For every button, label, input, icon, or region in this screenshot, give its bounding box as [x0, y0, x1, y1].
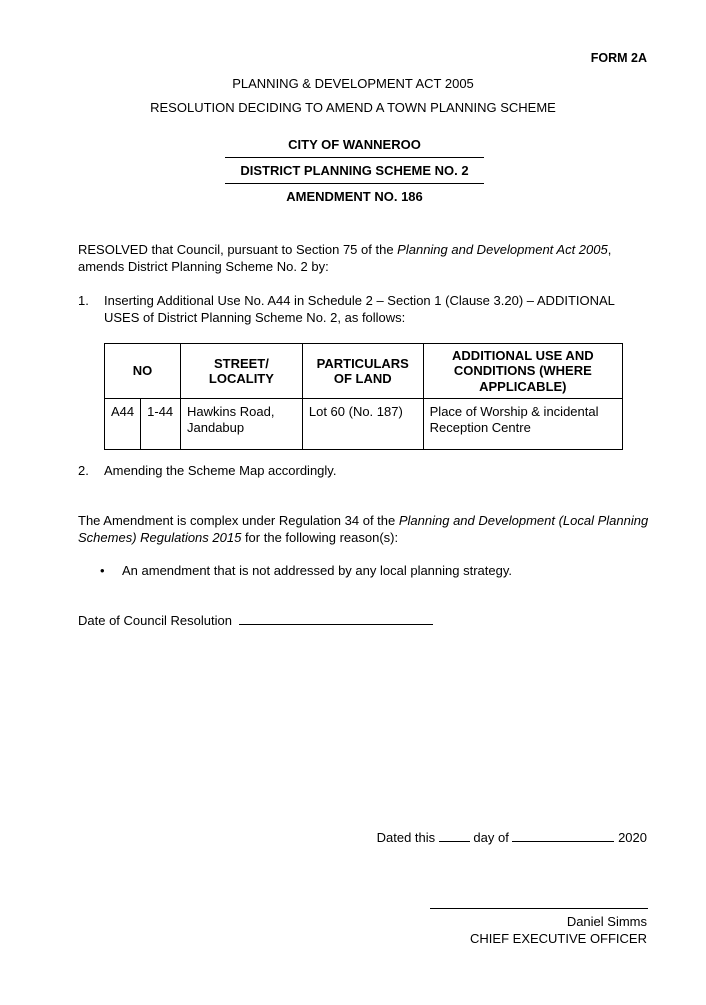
- regulations-name: Planning and Development (Local Planning Schemes) Regulations 2015: [78, 513, 649, 545]
- city-name: CITY OF WANNEROO: [225, 132, 484, 158]
- dated-line: [377, 830, 647, 845]
- header-additional-use: ADDITIONAL USE AND CONDITIONS (WHERE APPLICABLE): [423, 344, 622, 399]
- item-text: Amending the Scheme Map accordingly.: [104, 463, 337, 478]
- header-street: STREET/ LOCALITY: [181, 344, 303, 399]
- intro-paragraph: [78, 241, 653, 275]
- header-no: NO: [105, 344, 181, 399]
- day-blank: [439, 830, 470, 842]
- scheme-name: DISTRICT PLANNING SCHEME NO. 2: [225, 158, 484, 184]
- reason-text: An amendment that is not addressed by any local planning strategy.: [122, 563, 512, 578]
- dated-middle: day of: [473, 830, 509, 845]
- complex-paragraph: [78, 512, 653, 546]
- complex-text-2: for the following reason(s):: [241, 530, 399, 545]
- intro-text-2: , amends District Planning Scheme No. 2 by:: [78, 242, 612, 274]
- intro-text-1: RESOLVED that Council, pursuant to Section 75 of the: [78, 242, 398, 257]
- date-of-resolution: [78, 613, 433, 628]
- form-label: FORM 2A: [590, 51, 647, 65]
- cell-use: Place of Worship & incidental Reception Centre: [423, 399, 622, 450]
- amendment-number: AMENDMENT NO. 186: [286, 189, 423, 204]
- item-number: 2.: [78, 463, 89, 478]
- complex-text-1: The Amendment is complex under Regulation 34 of the: [78, 513, 399, 528]
- signature-line: [430, 908, 648, 909]
- item-number: 1.: [78, 293, 89, 308]
- month-blank: [512, 830, 614, 842]
- resolution-title: RESOLUTION DECIDING TO AMEND A TOWN PLANNING SCHEME: [150, 100, 556, 115]
- signer-title: CHIEF EXECUTIVE OFFICER: [470, 931, 647, 946]
- header-particulars: PARTICULARS OF LAND: [302, 344, 423, 399]
- additional-use-table: [104, 343, 623, 450]
- dated-prefix: Dated this: [376, 830, 436, 845]
- cell-map: 1-44: [141, 399, 181, 450]
- intro-act-name: Planning and Development Act 2005: [397, 242, 608, 257]
- date-label: Date of Council Resolution: [78, 613, 232, 628]
- cell-particulars: Lot 60 (No. 187): [302, 399, 423, 450]
- cell-no: A44: [105, 399, 141, 450]
- date-blank: [239, 613, 433, 625]
- cell-street: Hawkins Road, Jandabup: [181, 399, 303, 450]
- signer-name: Daniel Simms: [566, 914, 647, 929]
- scheme-header: [225, 132, 484, 209]
- table-row: [105, 399, 623, 450]
- item-text: Inserting Additional Use No. A44 in Schedule 2 – Section 1 (Clause 3.20) – ADDITIONAL USES of District Planning Scheme No. 2, as follows:: [104, 293, 615, 325]
- dated-year: 2020: [618, 830, 647, 845]
- table-header-row: [105, 344, 623, 399]
- act-title: PLANNING & DEVELOPMENT ACT 2005: [232, 76, 474, 91]
- bullet-icon: •: [100, 563, 105, 578]
- signatory-block: [470, 913, 647, 947]
